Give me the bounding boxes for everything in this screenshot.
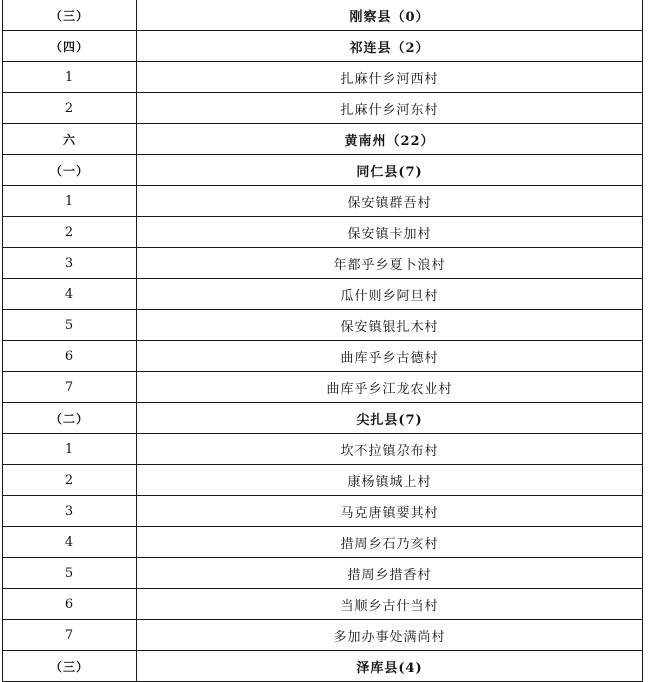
table-row (3, 310, 643, 341)
table-row (3, 217, 643, 248)
row-number-cell: 3 (3, 496, 137, 527)
row-number-cell: （二） (3, 403, 137, 434)
row-number-cell: 2 (3, 93, 137, 124)
row-name-cell: 当顺乡古什当村 (137, 589, 643, 620)
row-number-cell: 5 (3, 310, 137, 341)
row-number-cell: 6 (3, 341, 137, 372)
row-number-cell: 2 (3, 465, 137, 496)
row-name-cell: 保安镇卡加村 (137, 217, 643, 248)
row-name-cell: 泽库县(4) (137, 651, 643, 682)
table-row (3, 496, 643, 527)
row-name-cell: 刚察县（0） (137, 0, 643, 31)
row-name-cell: 曲库乎乡江龙农业村 (137, 372, 643, 403)
table-row (3, 651, 643, 682)
table-row (3, 93, 643, 124)
row-number-cell: （四） (3, 31, 137, 62)
row-number-cell: 4 (3, 279, 137, 310)
village-list-table (2, 0, 643, 682)
row-name-cell: 同仁县(7) (137, 155, 643, 186)
table-row (3, 62, 643, 93)
table-row (3, 248, 643, 279)
table-row (3, 465, 643, 496)
row-name-cell: 祁连县（2） (137, 31, 643, 62)
row-name-cell: 措周乡石乃亥村 (137, 527, 643, 558)
table-row (3, 341, 643, 372)
row-number-cell: 7 (3, 372, 137, 403)
table-row (3, 31, 643, 62)
row-number-cell: 六 (3, 124, 137, 155)
table-row (3, 620, 643, 651)
row-name-cell: 措周乡措香村 (137, 558, 643, 589)
row-number-cell: （三） (3, 0, 137, 31)
row-name-cell: 保安镇群吾村 (137, 186, 643, 217)
row-name-cell: 黄南州（22） (137, 124, 643, 155)
row-name-cell: 马克唐镇要其村 (137, 496, 643, 527)
row-number-cell: 1 (3, 62, 137, 93)
row-name-cell: 保安镇银扎木村 (137, 310, 643, 341)
table-row (3, 0, 643, 31)
row-number-cell: 1 (3, 186, 137, 217)
row-number-cell: （一） (3, 155, 137, 186)
row-number-cell: 3 (3, 248, 137, 279)
table-row (3, 527, 643, 558)
row-name-cell: 多加办事处满尚村 (137, 620, 643, 651)
row-number-cell: 2 (3, 217, 137, 248)
row-name-cell: 扎麻什乡河西村 (137, 62, 643, 93)
row-name-cell: 康杨镇城上村 (137, 465, 643, 496)
table-row (3, 155, 643, 186)
row-number-cell: 1 (3, 434, 137, 465)
table-row (3, 279, 643, 310)
row-name-cell: 扎麻什乡河东村 (137, 93, 643, 124)
row-name-cell: 尖扎县(7) (137, 403, 643, 434)
table-row (3, 403, 643, 434)
table-row (3, 124, 643, 155)
row-number-cell: 5 (3, 558, 137, 589)
row-name-cell: 瓜什则乡阿旦村 (137, 279, 643, 310)
table-row (3, 186, 643, 217)
row-number-cell: 7 (3, 620, 137, 651)
table-row (3, 434, 643, 465)
table-row (3, 558, 643, 589)
row-number-cell: 6 (3, 589, 137, 620)
table-row (3, 589, 643, 620)
row-number-cell: （三） (3, 651, 137, 682)
table-row (3, 372, 643, 403)
row-name-cell: 年都乎乡夏卜浪村 (137, 248, 643, 279)
row-name-cell: 坎不拉镇尕布村 (137, 434, 643, 465)
row-number-cell: 4 (3, 527, 137, 558)
row-name-cell: 曲库乎乡古德村 (137, 341, 643, 372)
